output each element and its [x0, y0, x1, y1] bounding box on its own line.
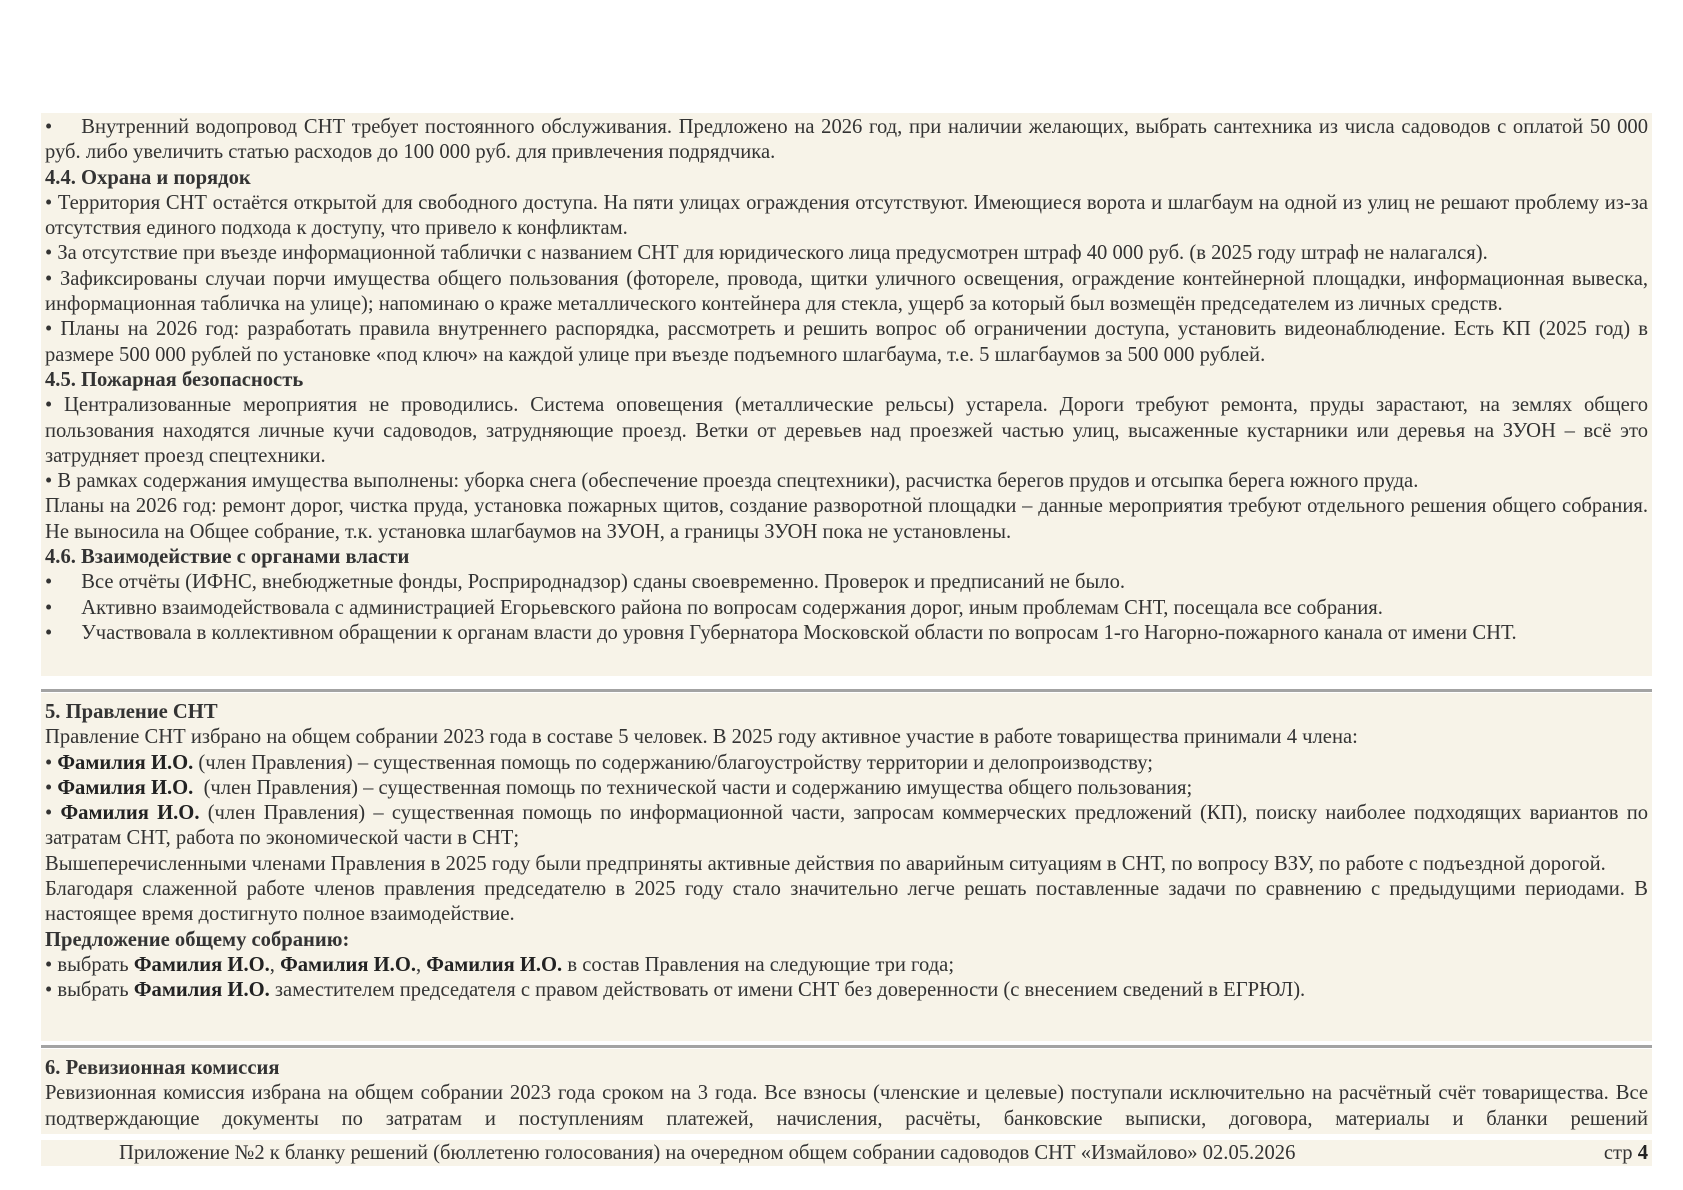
bullet-icon: •	[45, 571, 53, 594]
heading-4-4: 4.4. Охрана и порядок	[45, 166, 251, 189]
bullet-item: • Активно взаимодействовала с администрацией Егорьевского района по вопросам содержания дорог, иным проблемам СНТ, посещала все собрания.	[45, 596, 1383, 619]
paragraph: Вышеперечисленными членами Правления в 2025 году были предприняты активные действия по аварийным ситуациям в СНТ, по вопросу ВЗУ, по работе с подъездной дорогой.	[45, 852, 1606, 875]
bullet-icon: •	[45, 116, 53, 138]
paragraph: Правление СНТ избрано на общем собрании 2023 года в составе 5 человек. В 2025 году активное участие в работе товарищества принимали 4 члена:	[45, 726, 1358, 749]
heading-5: 5. Правление СНТ	[45, 701, 218, 723]
paragraph: Благодаря слаженной работе членов правления председателю в 2025 году стало значительно легче решать поставленные задачи по сравнению с предыдущими периодами. В настоящее время достигнуто полное взаимодействие.	[45, 878, 1648, 926]
bullet-item: • Планы на 2026 год: разработать правила внутреннего распорядка, рассмотреть и решить вопрос об ограничении доступа, установить видеонаблюдение. Есть КП (2025 год) в размере 500 000 рублей по установке «под ключ» на каждой улице при въезде подъемного шлагбаума, т.е. 5 шлагбаумов за 500 000 рублей.	[45, 318, 1648, 366]
heading-6: 6. Ревизионная комиссия	[45, 1057, 280, 1079]
paragraph: Планы на 2026 год: ремонт дорог, чистка пруда, установка пожарных щитов, создание разворотной площадки – данные мероприятия требуют отдельного решения общего собрания. Не выносила на Общее собрание, т.к. установка шлагбаумов на ЗУОН, а границы ЗУОН пока не установлены.	[45, 495, 1648, 543]
bullet-item: • Централизованные мероприятия не проводились. Система оповещения (металлические рельсы) устарела. Дороги требуют ремонта, пруды зарастают, на землях общего пользования находятся личные кучи садоводов, затрудняющие проезд. Ветки от деревьев над проезжей частью улиц, высаженные кустарники или деревья на ЗУОН – всё это затрудняет проезд спецтехники.	[45, 394, 1648, 467]
section-6-block	[41, 1049, 1652, 1134]
proposal-heading: Предложение общему собранию:	[45, 928, 350, 951]
page-footer	[41, 1140, 1652, 1166]
proposal-item: • выбрать Фамилия И.О., Фамилия И.О., Фамилия И.О. в состав Правления на следующие три года;	[45, 953, 955, 976]
member-item: • Фамилия И.О. (член Правления) – существенная помощь по технической части и содержанию имущества общего пользования;	[45, 776, 1193, 799]
bullet-icon: •	[45, 621, 53, 644]
footer-text: Приложение №2 к бланку решений (бюллетеню голосования) на очередном общем собрании садоводов СНТ «Измайлово» 02.05.2026	[119, 1142, 1296, 1164]
bullet-item: • Участвовала в коллективном обращении к органам власти до уровня Губернатора Московской области по вопросам 1-го Нагорно-пожарного канала от имени СНТ.	[45, 621, 1517, 644]
section-4-block	[41, 113, 1652, 676]
proposal-item: • выбрать Фамилия И.О. заместителем председателя с правом действовать от имени СНТ без доверенности (с внесением сведений в ЕГРЮЛ).	[45, 979, 1306, 1002]
bullet-item: • В рамках содержания имущества выполнены: уборка снега (обеспечение проезда спецтехники), расчистка берегов прудов и отсыпка берега южного пруда.	[45, 470, 1419, 493]
paragraph: Ревизионная комиссия избрана на общем собрании 2023 года сроком на 3 года. Все взносы (членские и целевые) поступали исключительно на расчётный счёт товарищества. Все подтверждающие документы по затратам и поступлениям платежей, начисления, расчёты, банковские выписки, договора, материалы и бланки решений	[45, 1082, 1648, 1130]
section-divider	[41, 689, 1652, 692]
member-item: • Фамилия И.О. (член Правления) – существенная помощь по информационной части, запросам коммерческих предложений (КП), поиску наиболее подходящих вариантов по затратам СНТ, работа по экономической части в СНТ;	[45, 802, 1649, 850]
member-name: Фамилия И.О.	[57, 751, 194, 774]
bullet-item: • Зафиксированы случаи порчи имущества общего пользования (фотореле, провода, щитки уличного освещения, ограждение контейнерной площадки, информационная вывеска, информационная табличка на улице); напоминаю о краже металлического контейнера для стекла, ущерб за который был возмещён председателем из личных средств.	[45, 267, 1648, 316]
bullet-item: • За отсутствие при въезде информационной таблички с названием СНТ для юридического лица предусмотрен штраф 40 000 руб. (в 2025 году штраф не налагался).	[45, 242, 1488, 265]
bullet-item: • Территория СНТ остаётся открытой для свободного доступа. На пяти улицах ограждения отсутствуют. Имеющиеся ворота и шлагбаум на одной из улиц не решают проблему из-за отсутствия единого подхода к доступу, что привело к конфликтам.	[45, 191, 1648, 240]
bullet-item: • Все отчёты (ИФНС, внебюджетные фонды, Росприроднадзор) сданы своевременно. Проверок и предписаний не было.	[45, 571, 1126, 594]
bullet-icon: •	[45, 596, 53, 619]
member-name: Фамилия И.О.	[60, 802, 200, 825]
page-number: стр 4	[1603, 1142, 1648, 1164]
section-5-block	[41, 693, 1652, 1041]
heading-4-6: 4.6. Взаимодействие с органами власти	[45, 546, 410, 569]
member-item: • Фамилия И.О. (член Правления) – существенная помощь по содержанию/благоустройству территории и делопроизводству;	[45, 751, 1153, 774]
section-divider	[41, 1045, 1652, 1048]
bullet-item: • Внутренний водопровод СНТ требует постоянного обслуживания. Предложено на 2026 год, при наличии желающих, выбрать сантехника из числа садоводов с оплатой 50 000 руб. либо увеличить статью расходов до 100 000 руб. для привлечения подрядчика.	[45, 116, 1648, 164]
member-name: Фамилия И.О.	[57, 776, 194, 799]
heading-4-5: 4.5. Пожарная безопасность	[45, 368, 304, 391]
